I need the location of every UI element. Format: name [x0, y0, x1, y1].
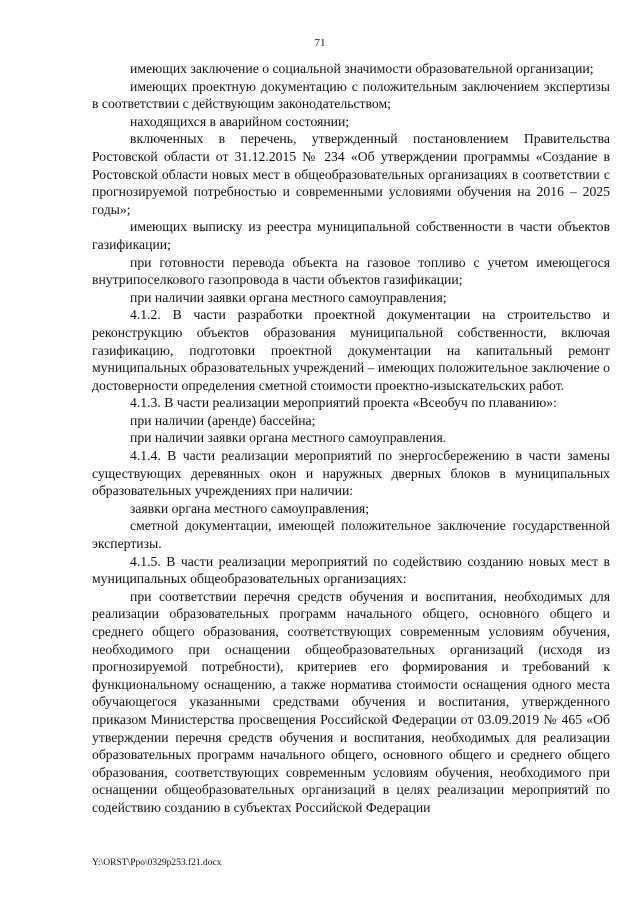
- page-number: 71: [314, 37, 326, 49]
- paragraph: 4.1.4. В части реализации мероприятий по энергосбережению в части замены существующих деревянных окон и наружных дверных блоков в муниципальных образовательных учреждениях при наличии:: [92, 448, 610, 499]
- paragraph: заявки органа местного самоуправления;: [130, 500, 370, 516]
- paragraph: 4.1.2. В части разработки проектной документации на строительство и реконструкцию объектов образования муниципальной собственности, включая газификацию, подготовки проектной документации на капитальный ремонт муниципальных образовательных учреждений – имеющих положительное заключение о достоверности определения сметной стоимости проектно-изыскательских работ.: [92, 307, 610, 393]
- paragraph: при наличии заявки органа местного самоуправления;: [130, 289, 447, 305]
- paragraph: находящихся в аварийном состоянии;: [130, 113, 350, 129]
- document-body: [92, 60, 610, 817]
- paragraph: имеющих заключение о социальной значимости образовательной организации;: [130, 61, 594, 76]
- footer-file-path: Y:\ORST\Ppo\0329p253.f21.docx: [92, 858, 222, 868]
- paragraph: включенных в перечень, утвержденный постановлением Правительства Ростовской области от 31.12.2015 № 234 «Об утверждении программы «Создание в Ростовской области новых мест в общеобразовательных организациях в соответствии с прогнозируемой потребностью и современными условиями обучения на 2016 – 2025 годы»;: [92, 131, 610, 217]
- paragraph: при соответствии перечня средств обучения и воспитания, необходимых для реализации образовательных программ начального общего, основного общего и среднего общего образования, соответствующих современным условиям обучения, необходимого при оснащении общеобразовательных организаций (исходя из прогнозируемой потребности), критериев его формирования и требований к функциональному оснащению, а также норматива стоимости оснащения одного места обучающегося указанными средствами обучения и воспитания, утвержденного приказом Министерства просвещения Российской Федерации от 03.09.2019 № 465 «Об утверждении перечня средств обучения и воспитания, необходимых для реализации образовательных программ начального общего, основного общего и среднего общего образования, соответствующих современным условиям обучения, необходимого при оснащении общеобразовательных организаций в целях реализации мероприятий по содействию созданию в субъектах Российской Федерации: [92, 588, 610, 815]
- paragraph: имеющих выписку из реестра муниципальной собственности в части объектов газификации;: [92, 219, 610, 252]
- paragraph: при наличии заявки органа местного самоуправления.: [130, 430, 447, 446]
- paragraph: 4.1.3. В части реализации мероприятий проекта «Всеобуч по плаванию»:: [130, 395, 557, 411]
- paragraph: при наличии (аренде) бассейна;: [130, 412, 316, 428]
- paragraph: имеющих проектную документацию с положительным заключением экспертизы в соответствии с действующим законодательством;: [92, 78, 610, 112]
- paragraph: сметной документации, имеющей положительное заключение государственной экспертизы.: [92, 518, 610, 552]
- paragraph: при готовности перевода объекта на газовое топливо с учетом имеющегося внутрипоселкового газопровода в части объектов газификации;: [92, 254, 610, 288]
- paragraph: 4.1.5. В части реализации мероприятий по содействию созданию новых мест в муниципальных общеобразовательных организациях:: [92, 553, 610, 587]
